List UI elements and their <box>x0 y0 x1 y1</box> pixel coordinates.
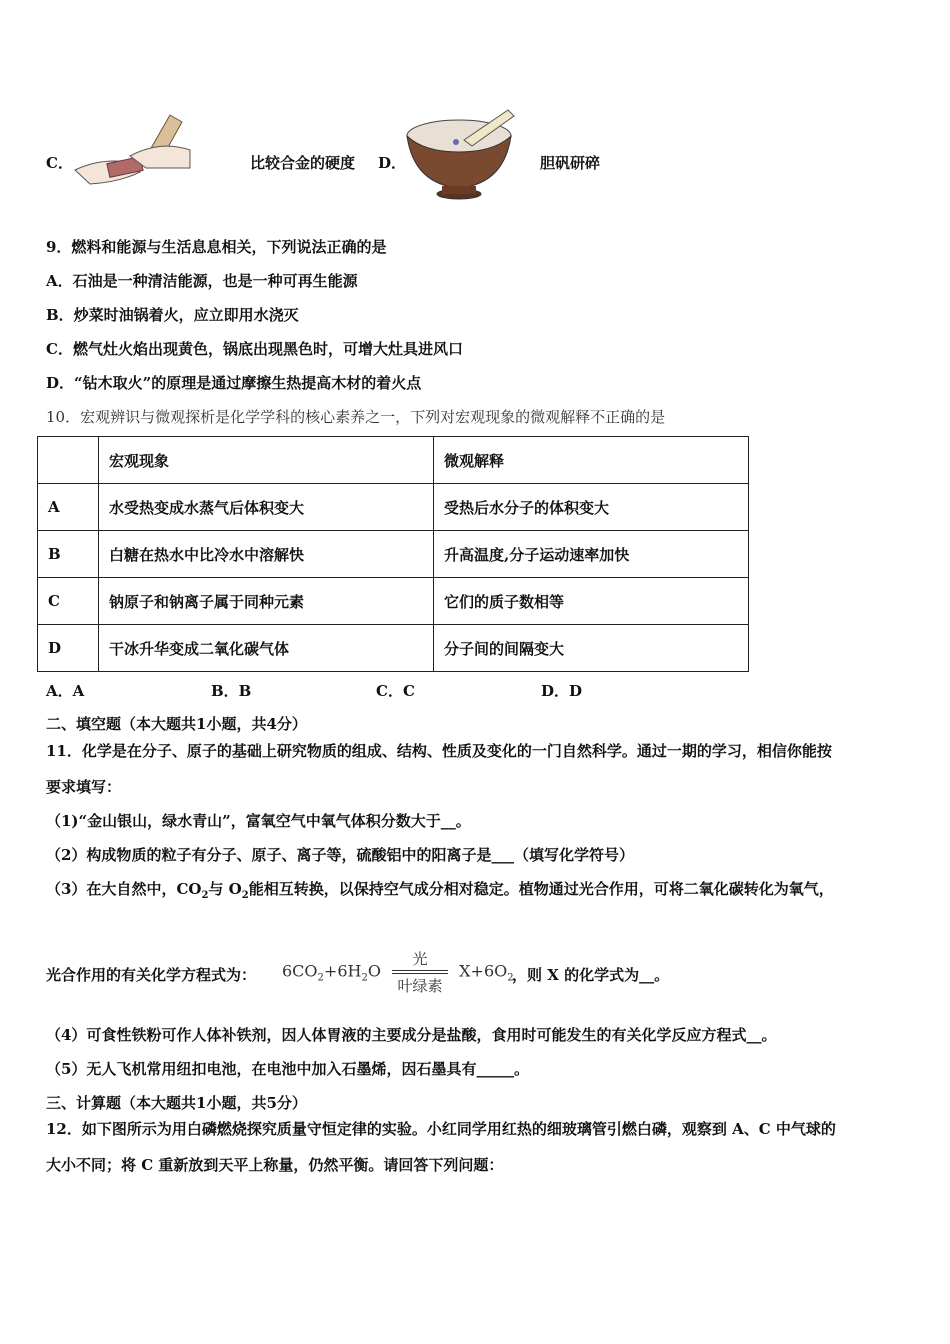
q10-table <box>37 436 749 672</box>
table-cell: 水受热变成水蒸气后体积变大 <box>99 484 434 531</box>
subscript: 2 <box>361 972 368 984</box>
q9-option-b: B．炒菜时油锅着火，应立即用水浇灭 <box>46 306 299 324</box>
table-header-row <box>38 437 749 484</box>
table-cell: 升高温度,分子运动速率加快 <box>434 531 749 578</box>
eq-double-bar <box>392 970 448 974</box>
eq-condition <box>392 948 448 996</box>
eq-mid-end: O <box>367 961 381 981</box>
eq-left: 6CO <box>282 961 318 981</box>
table-cell: D <box>38 625 99 672</box>
q10-stem: 10．宏观辨识与微观探析是化学学科的核心素养之一，下列对宏观现象的微观解释不正确的是 <box>46 408 666 426</box>
photosynthesis-equation <box>282 948 514 996</box>
table-row <box>38 625 749 672</box>
q11-part1: （1)“金山银山，绿水青山”，富氧空气中氧气体积分数大于__。 <box>46 812 471 830</box>
q10-option-c: C．C <box>376 682 415 700</box>
q8-option-c-label: C． <box>46 154 73 172</box>
q9-option-c: C．燃气灶火焰出现黄色，锅底出现黑色时，可增大灶具进风口 <box>46 340 463 358</box>
table-header-micro: 微观解释 <box>434 437 749 484</box>
q10-option-b: B．B <box>211 682 252 700</box>
subscript: 2 <box>201 890 209 901</box>
q11-part2: （2）构成物质的粒子有分子、原子、离子等，硫酸铝中的阳离子是___（填写化学符号） <box>46 846 634 864</box>
q11-stem-line1: 11．化学是在分子、原子的基础上研究物质的组成、结构、性质及变化的一门自然科学。通过一期的学习，相信你能按 <box>46 742 832 760</box>
q9-stem: 9．燃料和能源与生活息息相关，下列说法正确的是 <box>46 238 387 256</box>
subscript: 2 <box>241 890 249 901</box>
eq-condition-bottom: 叶绿素 <box>397 977 443 995</box>
table-cell: C <box>38 578 99 625</box>
q8-option-d-label: D． <box>378 154 407 172</box>
table-cell: B <box>38 531 99 578</box>
q9-option-a: A．石油是一种清洁能源，也是一种可再生能源 <box>46 272 358 290</box>
subscript: 2 <box>507 972 514 984</box>
q12-stem-line1: 12．如下图所示为用白磷燃烧探究质量守恒定律的实验。小红同学用红热的细玻璃管引燃白磷，观察到 A、C 中气球的 <box>46 1120 836 1138</box>
metal-sheets-scratch-icon <box>70 110 195 200</box>
table-header-macro: 宏观现象 <box>99 437 434 484</box>
table-row <box>38 484 749 531</box>
table-cell: 干冰升华变成二氧化碳气体 <box>99 625 434 672</box>
subscript: 2 <box>317 972 324 984</box>
q10-option-a: A．A <box>46 682 85 700</box>
q11-part3-text-a: （3）在大自然中，CO <box>46 880 202 898</box>
q12-stem-line2: 大小不同；将 C 重新放到天平上称量，仍然平衡。请回答下列问题： <box>46 1156 504 1174</box>
eq-right: X+6O <box>459 961 508 981</box>
q11-part4: （4）可食性铁粉可作人体补铁剂，因人体胃液的主要成分是盐酸，食用时可能发生的有关化学反应方程式__。 <box>46 1026 777 1044</box>
q11-stem-line2: 要求填写： <box>46 778 122 796</box>
q11-part3-line2-label: 光合作用的有关化学方程式为： <box>46 966 257 984</box>
q10-option-d: D．D <box>541 682 583 700</box>
table-cell <box>38 437 99 484</box>
table-row <box>38 578 749 625</box>
table-cell: 白糖在热水中比冷水中溶解快 <box>99 531 434 578</box>
eq-mid: +6H <box>323 961 362 981</box>
q11-part3-text-c: 能相互转换，以保持空气成分相对稳定。植物通过光合作用，可将二氧化碳转化为氧气， <box>248 880 834 898</box>
table-cell: 它们的质子数相等 <box>434 578 749 625</box>
mortar-pestle-icon <box>404 106 519 200</box>
table-cell: 受热后水分子的体积变大 <box>434 484 749 531</box>
q11-part3-text-b: 与 O <box>208 880 242 898</box>
q8-option-c-text: 比较合金的硬度 <box>250 154 356 172</box>
eq-condition-top: 光 <box>412 950 428 968</box>
q11-part5: （5）无人飞机常用纽扣电池，在电池中加入石墨烯，因石墨具有_____。 <box>46 1060 529 1078</box>
section-3-heading: 三、计算题（本大题共1小题，共5分） <box>46 1094 307 1112</box>
q11-part3-line1 <box>46 878 834 901</box>
section-2-heading: 二、填空题（本大题共1小题，共4分） <box>46 715 307 733</box>
table-cell: 分子间的间隔变大 <box>434 625 749 672</box>
table-row <box>38 531 749 578</box>
q8-option-d-text: 胆矾研碎 <box>540 154 601 172</box>
q9-option-d: D．“钻木取火”的原理是通过摩擦生热提高木材的着火点 <box>46 374 422 392</box>
table-cell: A <box>38 484 99 531</box>
table-cell: 钠原子和钠离子属于同种元素 <box>99 578 434 625</box>
q11-part3-line2-end: ，则 X 的化学式为__。 <box>512 966 670 984</box>
